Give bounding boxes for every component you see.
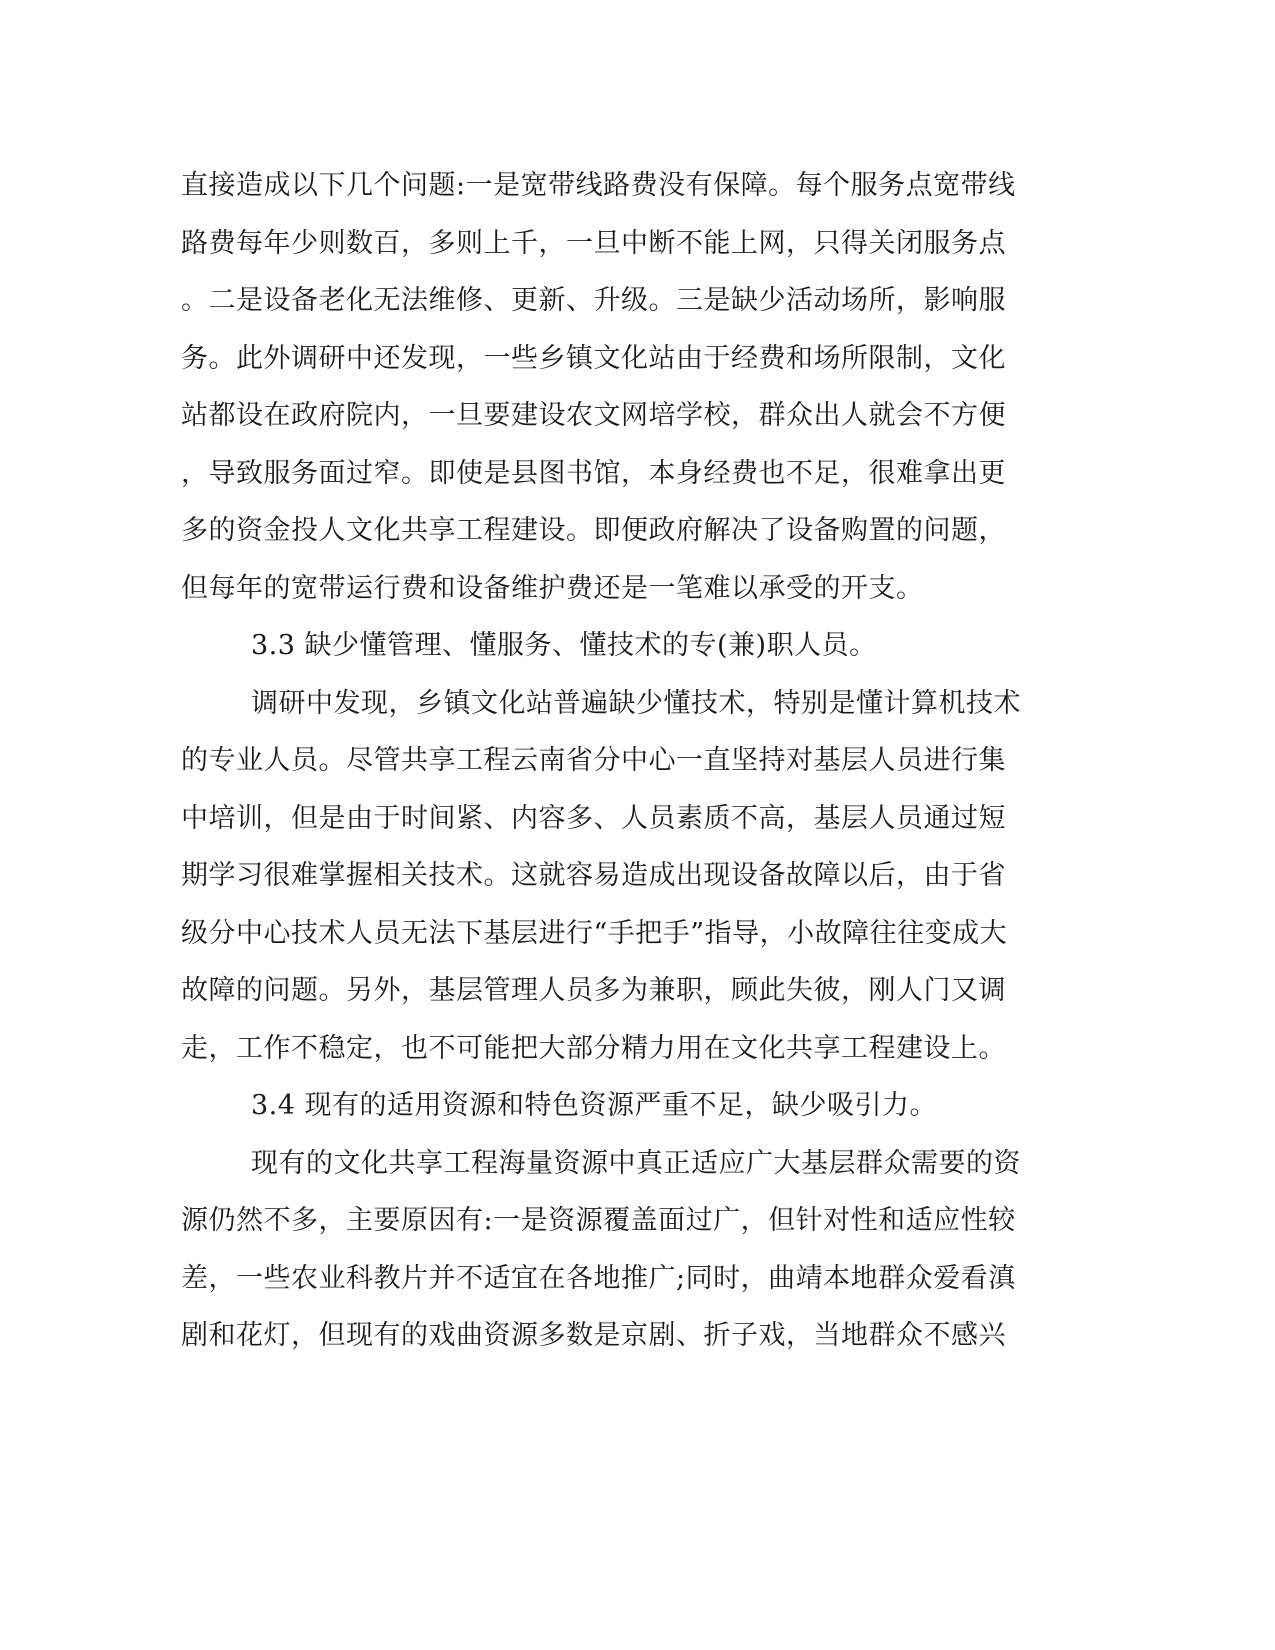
text-line: 务。此外调研中还发现，一些乡镇文化站由于经费和场所限制，文化 xyxy=(181,342,1006,374)
paragraph-first-line: 现有的文化共享工程海量资源中真正适应广大基层群众需要的资 xyxy=(251,1147,1021,1179)
section-heading-3-3: 3.3 缺少懂管理、懂服务、懂技术的专(兼)职人员。 xyxy=(251,630,877,661)
paragraph-first-line: 调研中发现，乡镇文化站普遍缺少懂技术，特别是懂计算机技术 xyxy=(251,687,1021,719)
section-heading-3-4: 3.4 现有的适用资源和特色资源严重不足，缺少吸引力。 xyxy=(251,1090,938,1121)
text-line: 站都设在政府院内，一旦要建设农文网培学校，群众出人就会不方便 xyxy=(181,400,1006,431)
text-line: 直接造成以下几个问题:一是宽带线路费没有保障。每个服务点宽带线 xyxy=(181,170,1016,201)
text-line: 中培训，但是由于时间紧、内容多、人员素质不高，基层人员通过短 xyxy=(181,802,1006,834)
text-line: 多的资金投人文化共享工程建设。即便政府解决了设备购置的问题， xyxy=(181,515,1006,546)
text-line: 故障的问题。另外，基层管理人员多为兼职，顾此失彼，刚人门又调 xyxy=(181,975,1006,1006)
text-line: ，导致服务面过窄。即使是县图书馆，本身经费也不足，很难拿出更 xyxy=(181,457,1006,489)
text-line: 。二是设备老化无法维修、更新、升级。三是缺少活动场所，影响服 xyxy=(181,285,1006,316)
text-line: 级分中心技术人员无法下基层进行“手把手”指导，小故障往往变成大 xyxy=(181,917,1008,949)
text-line: 期学习很难掌握相关技术。这就容易造成出现设备故障以后，由于省 xyxy=(181,860,1006,891)
text-line: 剧和花灯，但现有的戏曲资源多数是京剧、折子戏，当地群众不感兴 xyxy=(181,1320,1006,1351)
text-line: 源仍然不多，主要原因有:一是资源覆盖面过广，但针对性和适应性较 xyxy=(181,1205,1016,1236)
text-line: 走，工作不稳定，也不可能把大部分精力用在文化共享工程建设上。 xyxy=(181,1032,1006,1064)
text-line: 但每年的宽带运行费和设备维护费还是一笔难以承受的开支。 xyxy=(181,572,924,604)
text-line: 的专业人员。尽管共享工程云南省分中心一直坚持对基层人员进行集 xyxy=(181,745,1006,776)
text-line: 路费每年少则数百，多则上千，一旦中断不能上网，只得关闭服务点 xyxy=(181,227,1006,259)
text-line: 差，一些农业科教片并不适宜在各地推广;同时，曲靖本地群众爱看滇 xyxy=(181,1262,1016,1294)
body-text xyxy=(181,157,1041,1365)
